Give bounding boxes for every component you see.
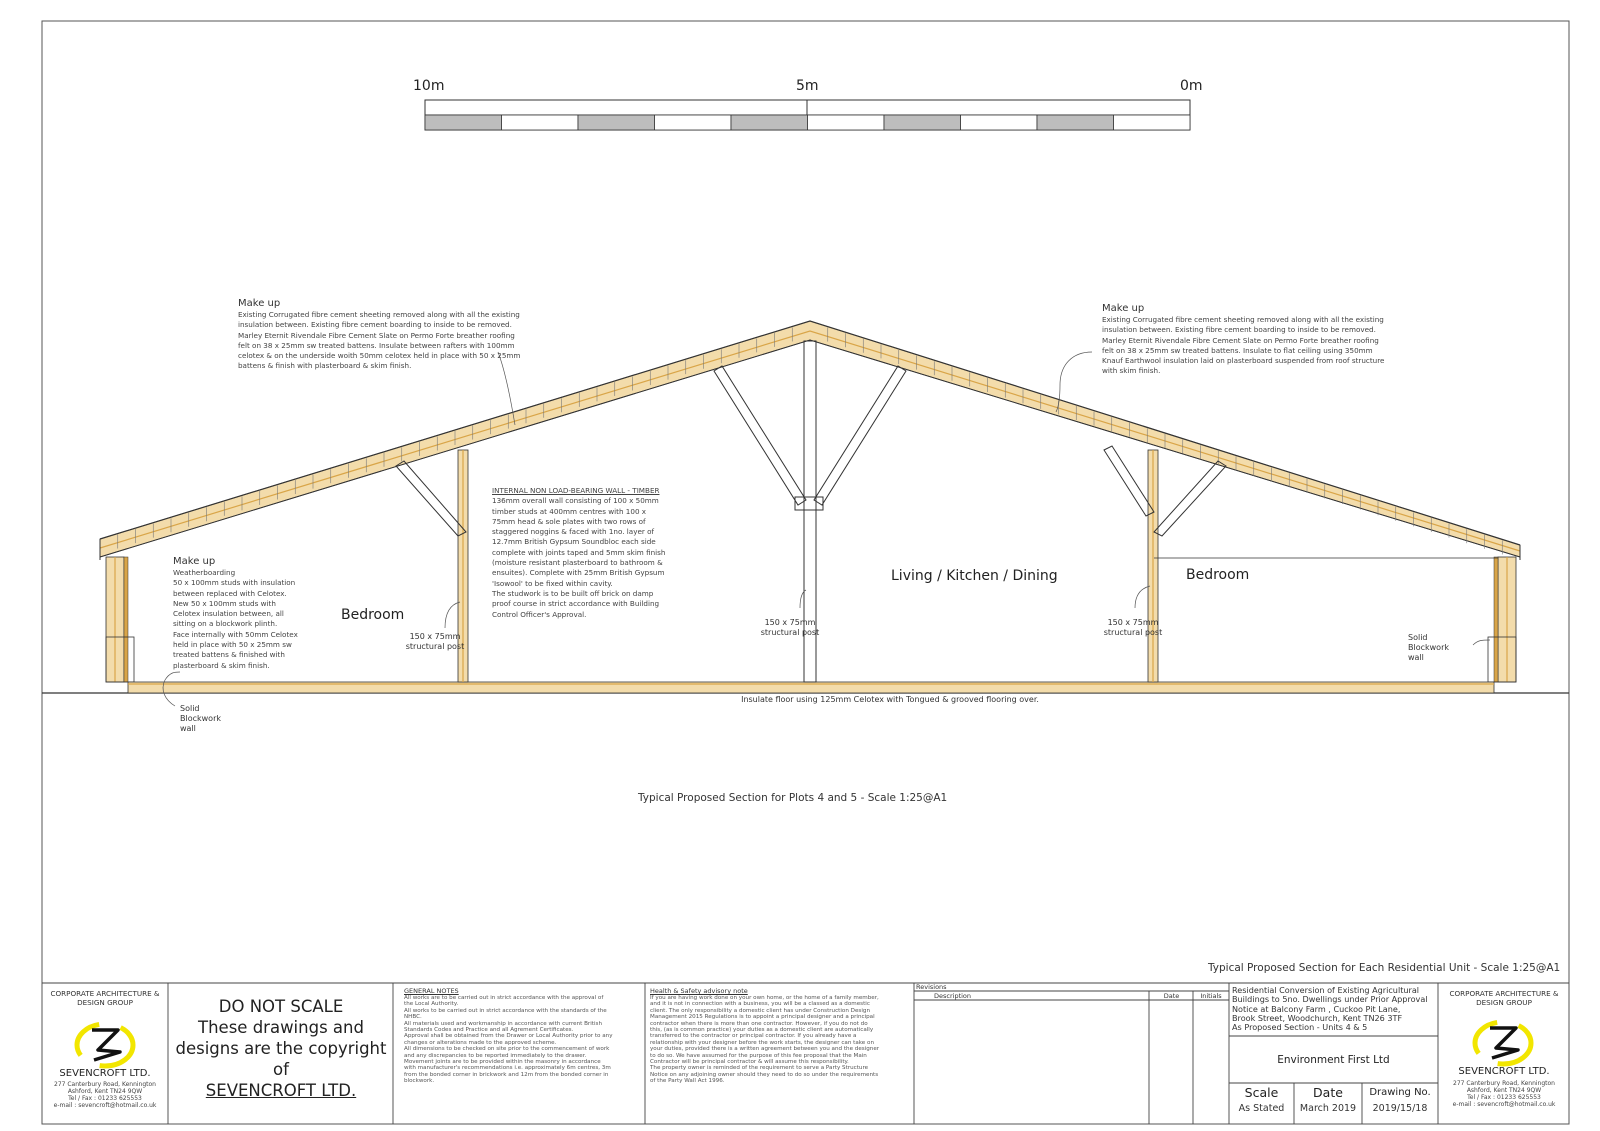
note-roof-left-body: Existing Corrugated fibre cement sheeting removed along with all the existing insulation between. Existing fibre cement boarding to inside to be removed. Marley Eternit Rivendale Fibre Cement Slate on Permo Forte breather roofing felt on 38 x 25mm sw treated battens. Insulate between rafters with 100mm celotex & on the underside woith 50mm celotex held in place with 50 x 25mm battens & finish with plasterboard & skim finish. <box>238 310 521 371</box>
dns-line-1: DO NOT SCALE <box>218 997 344 1016</box>
dns-line-3: designs are the copyright <box>175 1039 387 1058</box>
room-bedroom-right: Bedroom <box>1186 567 1250 583</box>
company-heading-left: CORPORATE ARCHITECTURE & DESIGN GROUP <box>50 989 160 1007</box>
company-heading-right: CORPORATE ARCHITECTURE & DESIGN GROUP <box>1449 989 1559 1007</box>
revisions-col-initials: Initials <box>1200 992 1222 1000</box>
project-description: Residential Conversion of Existing Agricultural Buildings to 5no. Dwellings under Prior Approval Notice at Balcony Farm , Cuckoo Pit Lane, Brook Street, Woodchurch, Kent TN26 3TF As Proposed Section - Units 4 & 5 <box>1232 985 1428 1033</box>
sevencroft-logo-right <box>1475 1022 1531 1064</box>
note-internal-wall-body: 136mm overall wall consisting of 100 x 50mm timber studs at 400mm centres with 100 x 75mm head & sole plates with two rows of staggered noggins & faced with 1no. layer of 12.7mm British Gypsum Soundbloc each side complete with joints taped and 5mm skim finish (moisture resistant plasterboard to bathroom & ensuites). Complete with 25mm British Gypsum 'Isowool' to be fixed within cavity. The studwork is to be built off brick on damp proof course in strict accordance with Building Control Officer's Approval. <box>492 496 666 619</box>
note-wall-left-body: Weatherboarding 50 x 100mm studs with insulation between replaced with Celotex. New 50 x 100mm studs with Celotex insulation between, all sitting on a blockwork plinth. Face internally with 50mm Celotex held in place with 50 x 25mm sw treated battens & finished with plasterboard & skim finish. <box>173 568 298 670</box>
dns-line-5: SEVENCROFT LTD. <box>205 1081 357 1100</box>
client-name: Environment First Ltd <box>1277 1054 1390 1066</box>
note-internal-wall-title: INTERNAL NON LOAD-BEARING WALL - TIMBER <box>492 486 660 495</box>
post-left-label: 150 x 75mm structural post <box>405 632 465 651</box>
date-label: Date <box>1313 1085 1343 1100</box>
date-value: March 2019 <box>1299 1103 1357 1114</box>
company-address-right: 277 Canterbury Road, Kennington Ashford, Kent TN24 9QW Tel / Fax : 01233 625553 e-mail : sevencroft@hotmail.co.uk <box>1452 1080 1556 1108</box>
blockwork-right-label: Solid Blockwork wall <box>1408 633 1449 662</box>
scale-label-10m: 10m <box>413 78 445 94</box>
blockwork-left-label: Solid Blockwork wall <box>180 704 221 733</box>
general-notes <box>404 987 644 1085</box>
health-safety-heading: Health & Safety advisory note <box>650 987 748 995</box>
post-right-label: 150 x 75mm structural post <box>1103 618 1163 637</box>
health-safety-body: If you are having work done on your own home, or the home of a family member, and it is not in connection with a business, you will be a classed as a domestic client. The only responsibility a domestic client has under Construction Design Management 2015 Regulations is to appoint a principal designer and a principal contractor when there is more than one contractor. However, if you do not do this, (as is common practice) your duties as a domestic client are automatically transferred to the contractor or principal contractor. If you already have a relationship with your designer before the work starts, the designer can take on your duties, provided there is a written agreement between you and the designer to do so. We have assumed for the purpose of this fee proposal that the Main Contractor will be principal contractor & will assume this responsibility. The property owner is reminded of the requirement to serve a Party Structure Notice on any adjoining owner should they need to do so under the requirements of the Party Wall Act 1996. <box>650 995 880 1085</box>
do-not-scale-notice <box>170 996 392 1101</box>
note-wall-left-title: Make up <box>173 556 216 567</box>
note-roof-right-title: Make up <box>1102 303 1145 314</box>
floor-label: Insulate floor using 125mm Celotex with Tongued & grooved flooring over. <box>741 695 1039 704</box>
general-notes-heading: GENERAL NOTES <box>404 987 459 995</box>
room-living-kitchen-dining: Living / Kitchen / Dining <box>891 568 1058 584</box>
post-center-label: 150 x 75mm structural post <box>760 618 820 637</box>
room-bedroom-left: Bedroom <box>341 607 405 623</box>
sheet-caption: Typical Proposed Section for Each Residential Unit - Scale 1:25@A1 <box>1208 962 1561 974</box>
scale-value: As Stated <box>1238 1103 1285 1114</box>
note-roof-right-body: Existing Corrugated fibre cement sheeting removed along with all the existing insulation between. Existing fibre cement boarding to inside to be removed. Marley Eternit Rivendale Fibre Cement Slate on Permo Forte breather roofing felt on 38 x 25mm sw treated battens. Insulate to flat ceiling using 350mm Knauf Earthwool insulation laid on plasterboard suspended from roof structure with skim finish. <box>1102 315 1385 376</box>
scale-label: Scale <box>1244 1085 1279 1100</box>
section-caption: Typical Proposed Section for Plots 4 and 5 - Scale 1:25@A1 <box>638 792 948 804</box>
revisions-heading: Revisions <box>916 983 947 991</box>
dns-line-2: These drawings and <box>198 1018 364 1037</box>
dns-line-4: of <box>273 1060 289 1079</box>
sevencroft-logo-left <box>77 1024 133 1066</box>
scale-label-0m: 0m <box>1180 78 1203 94</box>
company-name-left: SEVENCROFT LTD. <box>59 1068 151 1079</box>
company-address-left: 277 Canterbury Road, Kennington Ashford, Kent TN24 9QW Tel / Fax : 01233 625553 e-mail : sevencroft@hotmail.co.uk <box>53 1081 157 1109</box>
drawing-number-value: 2019/15/18 <box>1372 1103 1428 1114</box>
health-safety-note <box>650 987 912 1085</box>
company-name-right: SEVENCROFT LTD. <box>1458 1066 1550 1077</box>
scale-label-5m: 5m <box>796 78 819 94</box>
general-notes-body: All works are to be carried out in strict accordance with the approval of the Local Authority. All works to be carried out in strict accordance with the standards of the NHBC. All materials used and workmanship in accordance with current British Standards Codes and Practice and all Agrement Certificates. Approval shall be obtained from the Drawer or Local Authority prior to any changes or alterations made to the approved scheme. All dimensions to be checked on site prior to the commencement of work and any discrepancies to be reported immediately to the drawer. Movement joints are to be provided within the masonry in accordance with manufacturer's recommendations i.e. approximately 6m centres, 3m from the bonded corner in brickwork and 12m from the bonded corner in blockwork. <box>404 995 613 1085</box>
revisions-col-description: Description <box>934 992 972 1000</box>
drawing-number-label: Drawing No. <box>1369 1087 1431 1098</box>
revisions-col-date: Date <box>1163 992 1180 1000</box>
note-roof-left-title: Make up <box>238 298 281 309</box>
